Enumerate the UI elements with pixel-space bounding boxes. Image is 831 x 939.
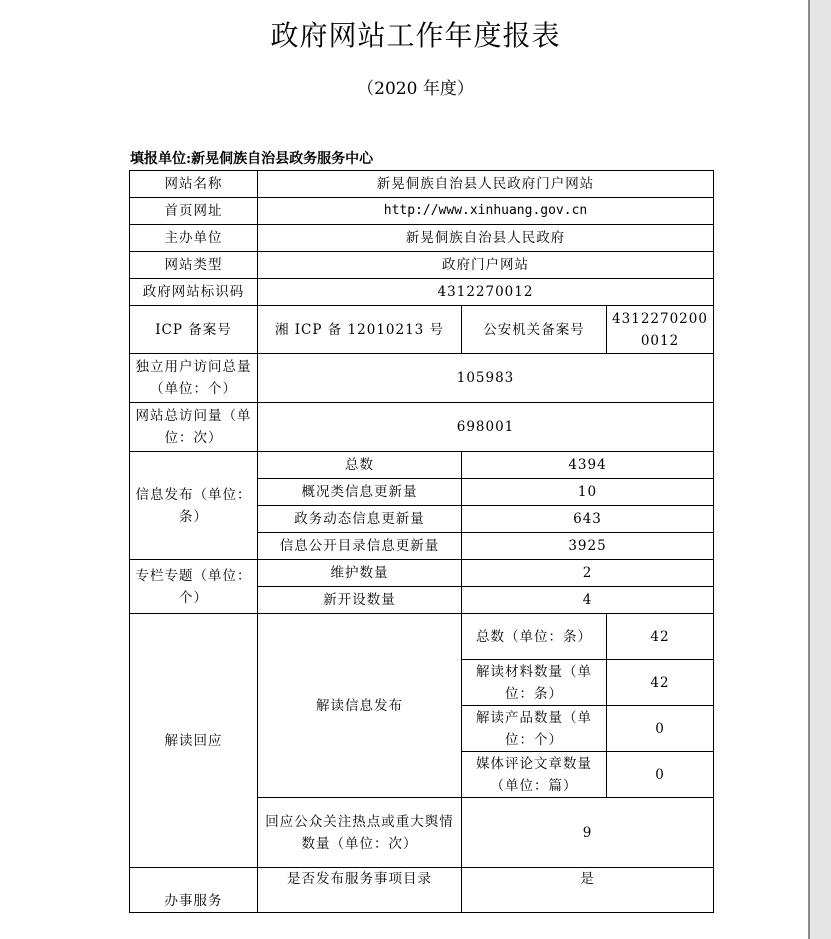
total-visits-value: 698001 [258, 403, 714, 452]
interpret-materials-label: 解读材料数量（单位：条） [462, 660, 607, 706]
table-row [130, 452, 714, 479]
site-code-value: 4312270012 [258, 279, 714, 306]
columns-label: 专栏专题（单位：个） [130, 560, 258, 614]
table-row [130, 354, 714, 403]
site-type-value: 政府门户网站 [258, 252, 714, 279]
table-row [130, 198, 714, 225]
unique-visitors-label: 独立用户访问总量（单位：个） [130, 354, 258, 403]
report-title: 政府网站工作年度报表 [270, 19, 561, 52]
table-row [130, 306, 714, 354]
table-row [130, 225, 714, 252]
info-catalog-value: 3925 [462, 533, 714, 560]
icp-label: ICP 备案号 [130, 306, 258, 354]
info-catalog-label: 信息公开目录信息更新量 [258, 533, 462, 560]
table-row [130, 868, 714, 913]
interpret-response-label: 回应公众关注热点或重大舆情数量（单位：次） [258, 798, 462, 868]
police-record-label: 公安机关备案号 [462, 306, 607, 354]
homepage-value: http://www.xinhuang.gov.cn [258, 198, 714, 225]
service-catalog-label: 是否发布服务事项目录 [258, 868, 462, 913]
site-name-value: 新晃侗族自治县人民政府门户网站 [258, 171, 714, 198]
info-overview-label: 概况类信息更新量 [258, 479, 462, 506]
info-total-value: 4394 [462, 452, 714, 479]
table-row [130, 171, 714, 198]
reporting-unit: 填报单位:新晃侗族自治县政务服务中心 [130, 151, 374, 167]
sponsor-value: 新晃侗族自治县人民政府 [258, 225, 714, 252]
table-row [130, 560, 714, 587]
info-total-label: 总数 [258, 452, 462, 479]
police-record-value: 43122702000012 [607, 306, 714, 354]
interpret-products-value: 0 [607, 706, 714, 752]
columns-maintain-value: 2 [462, 560, 714, 587]
interpret-media-label: 媒体评论文章数量（单位：篇） [462, 752, 607, 798]
interpret-publish-label: 解读信息发布 [258, 614, 462, 798]
interpret-label: 解读回应 [130, 614, 258, 868]
total-visits-label: 网站总访问量（单位：次） [130, 403, 258, 452]
page-edge [808, 0, 810, 939]
report-table [129, 170, 714, 913]
service-label: 办事服务 [130, 868, 258, 913]
interpret-total-label: 总数（单位：条） [462, 614, 607, 660]
table-row [130, 279, 714, 306]
table-row [130, 252, 714, 279]
site-code-label: 政府网站标识码 [130, 279, 258, 306]
interpret-products-label: 解读产品数量（单位：个） [462, 706, 607, 752]
info-publish-label: 信息发布（单位：条） [130, 452, 258, 560]
site-name-label: 网站名称 [130, 171, 258, 198]
sponsor-label: 主办单位 [130, 225, 258, 252]
report-year: （2020 年度） [357, 79, 474, 99]
table-row [130, 614, 714, 660]
interpret-media-value: 0 [607, 752, 714, 798]
icp-value: 湘 ICP 备 12010213 号 [258, 306, 462, 354]
site-type-label: 网站类型 [130, 252, 258, 279]
table-row [130, 403, 714, 452]
homepage-label: 首页网址 [130, 198, 258, 225]
info-overview-value: 10 [462, 479, 714, 506]
columns-new-label: 新开设数量 [258, 587, 462, 614]
columns-maintain-label: 维护数量 [258, 560, 462, 587]
service-catalog-value: 是 [462, 868, 714, 913]
info-news-value: 643 [462, 506, 714, 533]
scrollbar-track[interactable] [809, 0, 831, 939]
interpret-response-value: 9 [462, 798, 714, 868]
unique-visitors-value: 105983 [258, 354, 714, 403]
info-news-label: 政务动态信息更新量 [258, 506, 462, 533]
columns-new-value: 4 [462, 587, 714, 614]
interpret-materials-value: 42 [607, 660, 714, 706]
interpret-total-value: 42 [607, 614, 714, 660]
